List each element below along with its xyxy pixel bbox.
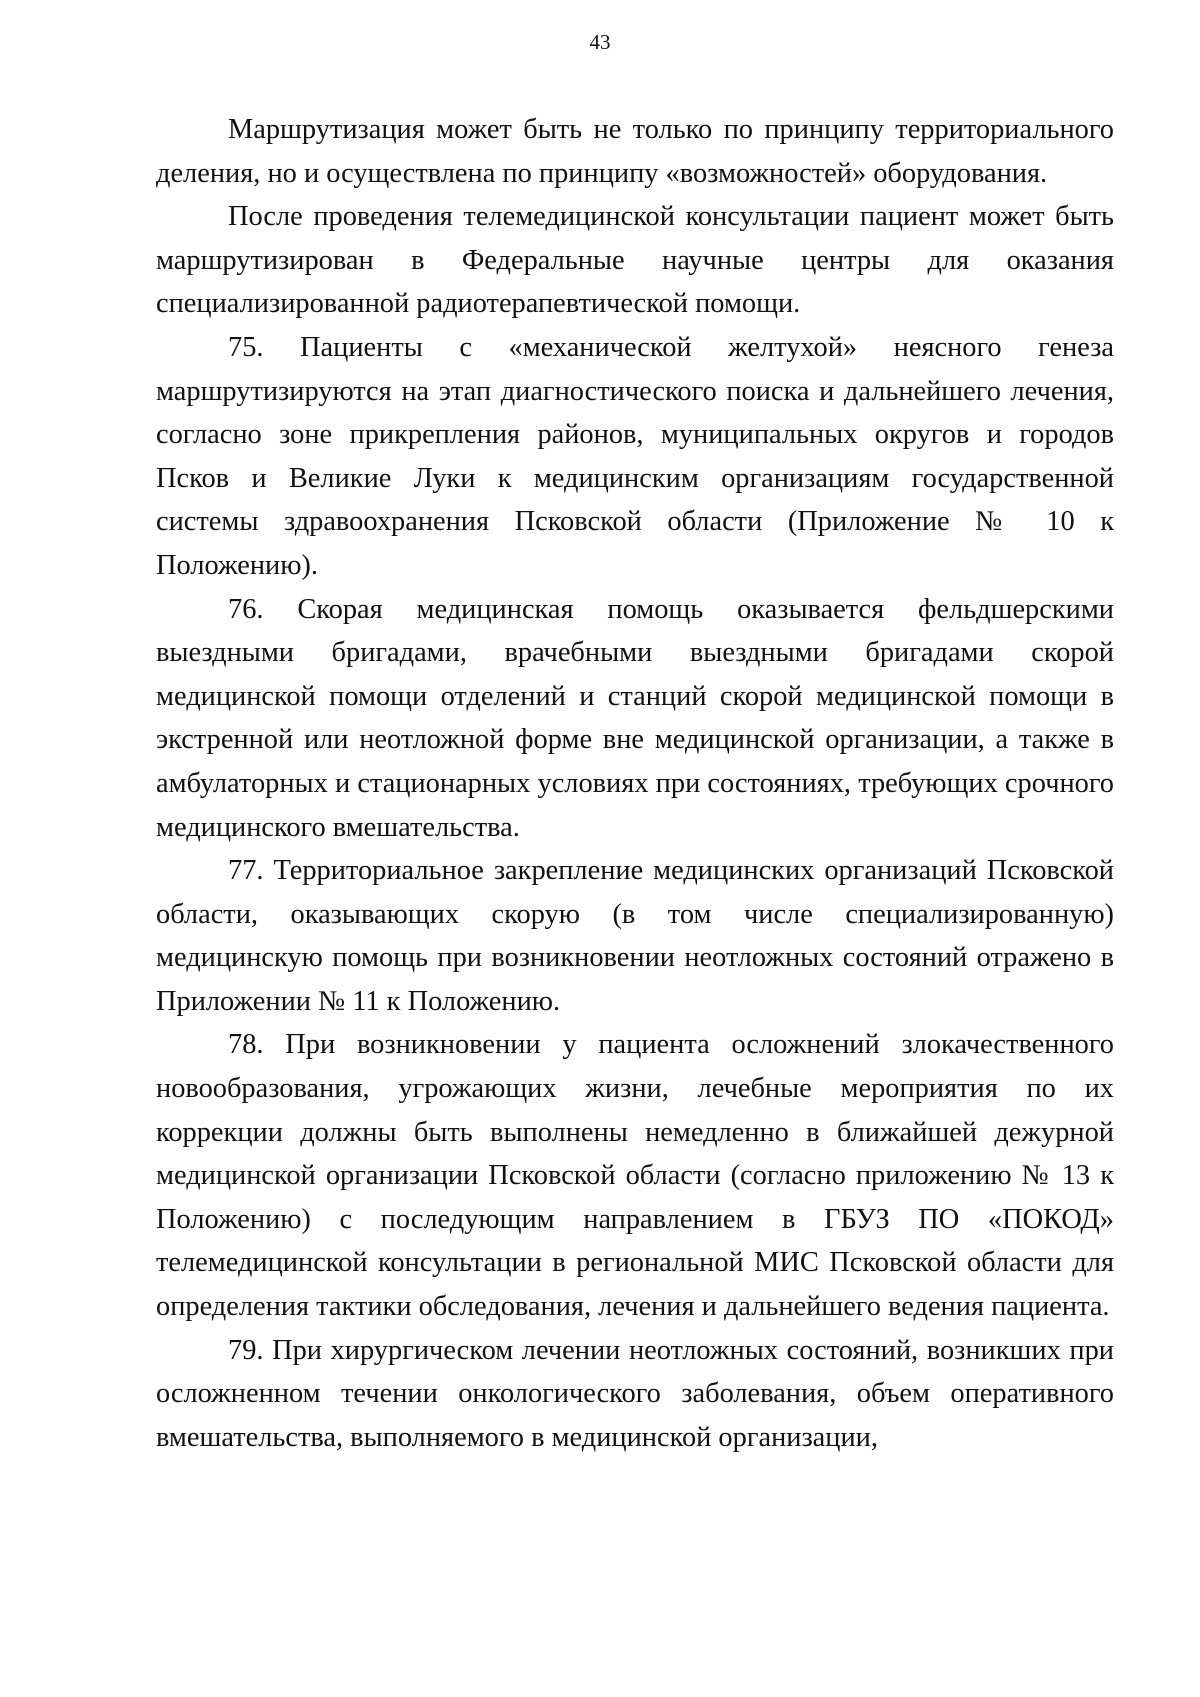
- paragraph-76-emergency-care: 76. Скорая медицинская помощь оказывается фельдшерскими выездными бригадами, врачебными выездными бригадами скорой медицинской помощи отделений и станций скорой медицинской помощи в экстренной или неотложной форме вне медицинской организации, а также в амбулаторных и стационарных условиях при состояниях, требующих срочного медицинского вмешательства.: [156, 593, 1114, 843]
- paragraph-78-complications: 78. При возникновении у пациента осложнений злокачественного новообразования, угрожающих жизни, лечебные мероприятия по их коррекции должны быть выполнены немедленно в ближайшей дежурной медицинской организации Псковской области (согласно приложению № 13 к Положению) с последующим направлением в ГБУЗ ПО «ПОКОД» телемедицинской консультации в региональной МИС Псковской области для определения тактики обследования, лечения и дальнейшего ведения пациента.: [156, 1029, 1114, 1323]
- paragraph-telemedicine-routing: После проведения телемедицинской консультации пациент может быть маршрутизирован в Федеральные научные центры для оказания специализированной радиотерапевтической помощи.: [156, 201, 1114, 320]
- paragraph-79-surgical-treatment: 79. При хирургическом лечении неотложных состояний, возникших при осложненном течении онкологического заболевания, объем оперативного вмешательства, выполняемого в медицинской организации,: [156, 1334, 1114, 1453]
- paragraph-75-jaundice: 75. Пациенты с «механической желтухой» неясного генеза маршрутизируются на этап диагностического поиска и дальнейшего лечения, согласно зоне прикрепления районов, муниципальных округов и городов Псков и Великие Луки к медицинским организациям государственной системы здравоохранения Псковской области (Приложение № 10 к Положению).: [156, 331, 1114, 581]
- paragraph-77-territorial-assignment: 77. Территориальное закрепление медицинских организаций Псковской области, оказывающих скорую (в том числе специализированную) медицинскую помощь при возникновении неотложных состояний отражено в Приложении № 11 к Положению.: [156, 855, 1114, 1017]
- page-number: 43: [589, 30, 611, 54]
- paragraph-routing-by-equipment: Маршрутизация может быть не только по принципу территориального деления, но и осуществлена по принципу «возможностей» оборудования.: [156, 114, 1114, 189]
- document-body: [156, 108, 1114, 1459]
